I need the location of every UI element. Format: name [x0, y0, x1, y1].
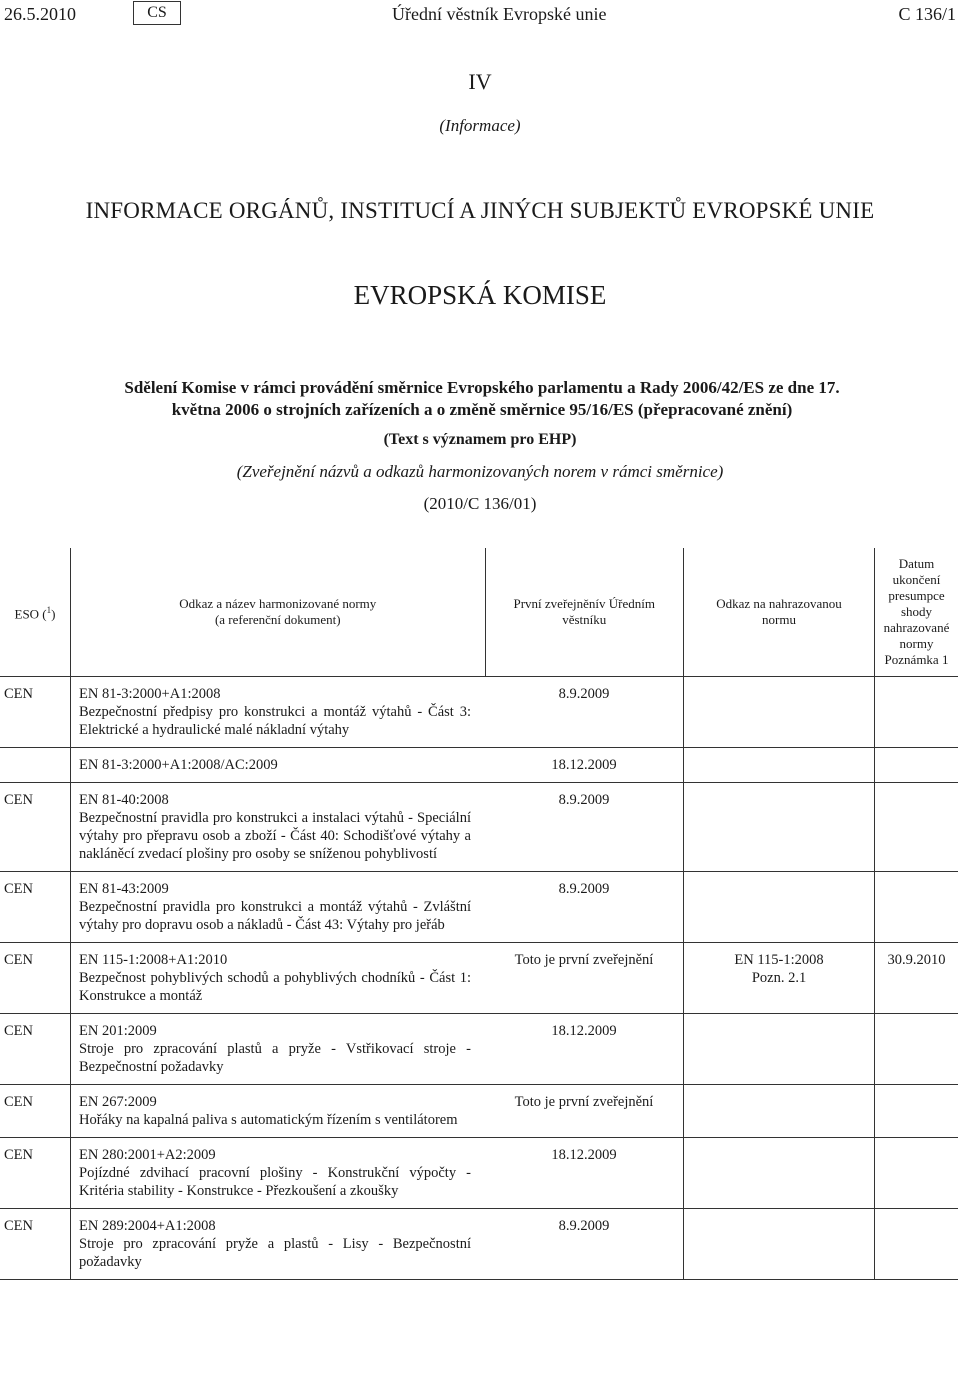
- first-publication-cell: [485, 677, 684, 748]
- eea-note: (Text s významem pro EHP): [383, 431, 577, 448]
- standard-title: Stroje pro zpracování plastů a pryže - Vstřikovací stroje - Bezpečnostní požadavky: [79, 1041, 471, 1075]
- end-date-cell: [875, 872, 959, 943]
- table-row: [0, 1014, 958, 1085]
- language-badge: CS: [133, 1, 181, 25]
- standard-title: Bezpečnostní pravidla pro konstrukci a instalaci výtahů - Speciální výtahy pro přepravu osob a zboží - Část 40: Schodišťové výtahy a nakláněcí zvedací plošiny pro osoby se sníženou pohyblivostí: [79, 810, 471, 862]
- end-date-cell: [875, 1138, 959, 1209]
- standard-reference: EN 81-43:2009: [79, 881, 169, 897]
- standard-cell: [71, 783, 486, 872]
- eso-cell: [0, 943, 71, 1014]
- document-reference: (2010/C 136/01): [423, 494, 537, 513]
- first-publication-cell: [485, 872, 684, 943]
- table-row: [0, 1138, 958, 1209]
- standard-reference: EN 201:2009: [79, 1023, 157, 1039]
- standard-cell: [71, 872, 486, 943]
- replaced-standard-cell: [684, 872, 875, 943]
- end-date-cell: [875, 1014, 959, 1085]
- replaced-standard-cell: [684, 677, 875, 748]
- eso-cell: [0, 1209, 71, 1280]
- standard-title: Bezpečnost pohyblivých schodů a pohyblivých chodníků - Část 1: Konstrukce a montáž: [79, 970, 471, 1004]
- institutions-heading: INFORMACE ORGÁNŮ, INSTITUCÍ A JINÝCH SUBJEKTŮ EVROPSKÉ UNIE: [85, 198, 875, 223]
- standard-cell: [71, 1138, 486, 1209]
- standard-reference: EN 267:2009: [79, 1094, 157, 1110]
- eso-cell: [0, 1138, 71, 1209]
- commission-heading: EVROPSKÁ KOMISE: [353, 280, 607, 310]
- table-row: [0, 943, 958, 1014]
- header-end-date: Datum ukončení presumpce shody nahrazované normy Poznámka 1: [875, 548, 959, 677]
- standard-title: Bezpečnostní pravidla pro konstrukci a montáž výtahů - Zvláštní výtahy pro dopravu osob a nákladů - Část 43: Výtahy pro jeřáb: [79, 899, 471, 933]
- first-publication-value: Toto je první zveřejnění: [514, 1094, 654, 1110]
- first-publication-cell: [485, 1085, 684, 1138]
- replaced-standard-cell: [684, 943, 875, 1014]
- first-publication-value: 8.9.2009: [558, 881, 610, 897]
- eso-cell: [0, 783, 71, 872]
- eso-cell: [0, 748, 71, 783]
- table-row: [0, 1209, 958, 1280]
- eso-value: CEN: [4, 1147, 33, 1163]
- standard-reference: EN 115-1:2008+A1:2010: [79, 952, 228, 968]
- header-replaced-standard: Odkaz na nahrazovanou normu: [684, 548, 875, 677]
- header-first-publication: První zveřejněnív Úředním věstníku: [485, 548, 684, 677]
- end-date-cell: [875, 677, 959, 748]
- eso-cell: [0, 872, 71, 943]
- first-publication-value: 8.9.2009: [558, 1218, 610, 1234]
- replaced-standard-value: EN 115-1:2008: [734, 952, 824, 968]
- standard-reference: EN 81-3:2000+A1:2008: [79, 686, 221, 702]
- first-publication-value: 8.9.2009: [558, 792, 610, 808]
- first-publication-cell: [485, 783, 684, 872]
- header-standard: Odkaz a název harmonizované normy (a referenční dokument): [71, 548, 486, 677]
- first-publication-cell: [485, 1014, 684, 1085]
- eso-value: CEN: [4, 1094, 33, 1110]
- standard-title: Bezpečnostní předpisy pro konstrukci a montáž výtahů - Část 3: Elektrické a hydraulické malé nákladní výtahy: [79, 704, 471, 738]
- eso-value: CEN: [4, 686, 33, 702]
- publication-note: (Zveřejnění názvů a odkazů harmonizovaných norem v rámci směrnice): [236, 462, 724, 481]
- end-date-cell: [875, 1209, 959, 1280]
- replaced-standard-cell: [684, 1085, 875, 1138]
- replaced-standard-cell: [684, 783, 875, 872]
- journal-title: Úřední věstník Evropské unie: [392, 4, 607, 24]
- first-publication-cell: [485, 1209, 684, 1280]
- table-header-row: [0, 548, 958, 677]
- replaced-standard-cell: [684, 1209, 875, 1280]
- eso-value: CEN: [4, 952, 33, 968]
- eso-cell: [0, 1085, 71, 1138]
- header-eso: ESO ($^1$): [0, 548, 71, 677]
- end-date-cell: [875, 748, 959, 783]
- end-date-cell: [875, 943, 959, 1014]
- first-publication-cell: [485, 943, 684, 1014]
- replaced-standard-cell: [684, 1014, 875, 1085]
- end-date-cell: [875, 783, 959, 872]
- table-row: [0, 872, 958, 943]
- communication-title: Sdělení Komise v rámci provádění směrnice Evropského parlamentu a Rady 2006/42/ES ze dne 17. května 2006 o strojních zařízeních a o změně směrnice 95/16/ES (přepracované znění): [124, 378, 840, 419]
- first-publication-value: 18.12.2009: [551, 1147, 617, 1163]
- standard-reference: EN 289:2004+A1:2008: [79, 1218, 216, 1234]
- replaced-standard-note: Pozn. 2.1: [751, 970, 807, 986]
- replaced-standard-cell: [684, 1138, 875, 1209]
- first-publication-cell: [485, 1138, 684, 1209]
- eso-value: CEN: [4, 1218, 33, 1234]
- eso-value: CEN: [4, 881, 33, 897]
- standard-cell: [71, 943, 486, 1014]
- first-publication-value: 18.12.2009: [551, 757, 617, 773]
- standard-reference: EN 280:2001+A2:2009: [79, 1147, 216, 1163]
- table-row: [0, 748, 958, 783]
- standard-reference: EN 81-3:2000+A1:2008/AC:2009: [79, 757, 278, 773]
- first-publication-cell: [485, 748, 684, 783]
- replaced-standard-cell: [684, 748, 875, 783]
- standard-cell: [71, 1014, 486, 1085]
- first-publication-value: 18.12.2009: [551, 1023, 617, 1039]
- standard-title: Hořáky na kapalná paliva s automatickým řízením s ventilátorem: [79, 1112, 458, 1128]
- part-label: (Informace): [439, 116, 521, 135]
- part-number: IV: [468, 69, 492, 94]
- standard-cell: [71, 1085, 486, 1138]
- end-date-value: 30.9.2010: [887, 952, 946, 968]
- page-header: [0, 0, 960, 30]
- standard-cell: [71, 1209, 486, 1280]
- eso-value: CEN: [4, 1023, 33, 1039]
- eso-cell: [0, 1014, 71, 1085]
- standard-title: Pojízdné zdvihací pracovní plošiny - Konstrukční výpočty - Kritéria stability - Konstrukce - Přezkoušení a zkoušky: [79, 1165, 471, 1199]
- end-date-cell: [875, 1085, 959, 1138]
- standard-title: Stroje pro zpracování pryže a plastů - Lisy - Bezpečnostní požadavky: [79, 1236, 471, 1270]
- standard-reference: EN 81-40:2008: [79, 792, 169, 808]
- standard-cell: [71, 677, 486, 748]
- standard-cell: [71, 748, 486, 783]
- table-row: [0, 677, 958, 748]
- table-row: [0, 783, 958, 872]
- standards-table: [0, 548, 958, 1280]
- table-row: [0, 1085, 958, 1138]
- publication-date: 26.5.2010: [4, 4, 76, 24]
- eso-value: CEN: [4, 792, 33, 808]
- eso-cell: [0, 677, 71, 748]
- issue-number: C 136/1: [898, 4, 956, 24]
- first-publication-value: 8.9.2009: [558, 686, 610, 702]
- first-publication-value: Toto je první zveřejnění: [514, 952, 654, 968]
